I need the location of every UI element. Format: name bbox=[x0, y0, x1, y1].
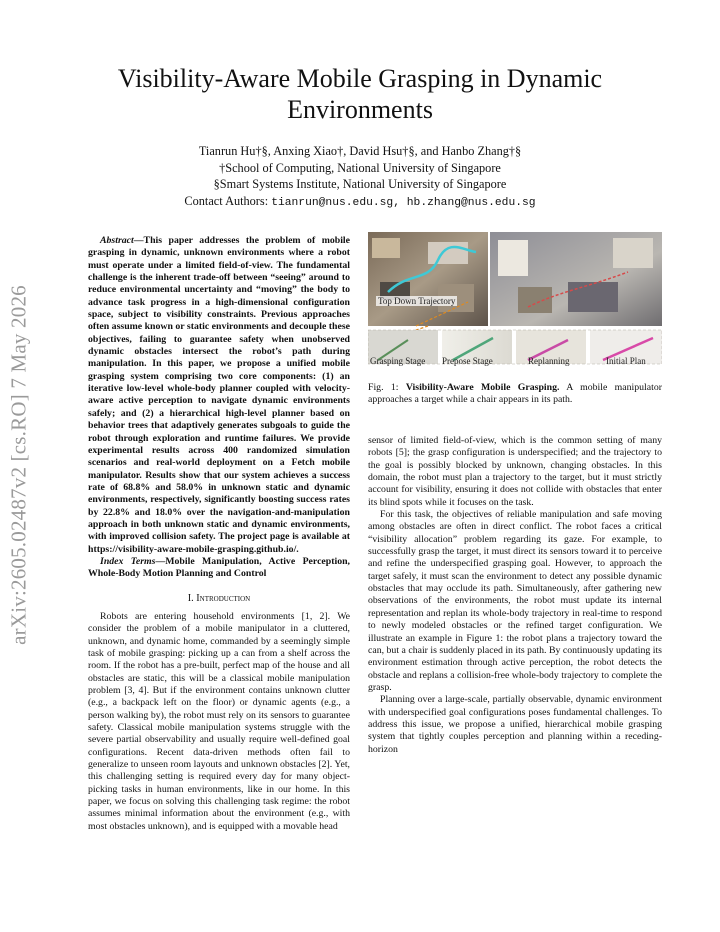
intro-paragraph-4: Planning over a large-scale, partially observable, dynamic environment with underspecified goal configurations poses fundamental challenges. To address this issue, we propose a unified, hierarchical mobile grasping system that tightly couples perception and planning within a receding-horizon bbox=[368, 694, 662, 755]
paper-title bbox=[60, 63, 660, 125]
title-line-2: Environments bbox=[287, 95, 433, 124]
caption-label: Fig. 1: bbox=[368, 382, 406, 393]
index-terms-text: —Mobile Manipulation, Active Perception, Whole-Body Motion Planning and Control bbox=[88, 555, 350, 580]
author-block bbox=[60, 143, 660, 211]
arxiv-id-text: arXiv:2605.02487v2 [cs.RO] 7 May 2026 bbox=[6, 285, 31, 645]
left-column bbox=[88, 235, 350, 833]
intro-paragraph-1: Robots are entering household environments [1, 2]. We consider the problem of a mobile manipulator in a cluttered, unknown, and dynamic home, commanded by a seemingly simple task of mobile grasping: picking up a can from a shelf across the room. If the robot has a pre-built, perfect map of the house and all obstacles are static, this will be a classical mobile manipulation problem [3, 4]. But if the environment contains unknown clutter (e.g., a backpack left on the floor) or dynamic agents (e.g., a person walking by), the robot must rely on its sensors to guarantee safety. Classical mobile manipulation systems struggle with the severe partial observability and usually require well-defined goal configurations. Recent data-driven methods often fail to generalize to unseen room layouts and unknown obstacles [2]. Yet, this challenging setting is required every day for many object-picking tasks in human environments, like in our home. In this paper, we focus on solving this challenging task regime: the robot assumes minimal information about the environment (e.g., with most obstacles unknown), and is equipped with a movable head bbox=[88, 610, 350, 832]
author-names: Tianrun Hu†§, Anxing Xiao†, David Hsu†§, and Hanbo Zhang†§ bbox=[198, 144, 522, 158]
contact-label: Contact Authors: bbox=[184, 193, 272, 208]
abstract bbox=[88, 235, 350, 581]
caption-bold: Visibility-Aware Mobile Grasping. bbox=[405, 382, 560, 393]
contact-emails: tianrun@nus.edu.sg, hb.zhang@nus.edu.sg bbox=[271, 196, 536, 209]
figure-1 bbox=[368, 232, 662, 372]
intro-paragraph-2: sensor of limited field-of-view, which is the common setting of many robots [5]; the grasp configuration is underspecified; and the trajectory to the goal is possibly blocked by unknown, changing obstacles. In this domain, the robot must plan a trajectory to the target, but it must strictly account for visibility, ensuring it does not collide with obstacles that enter its blind spots while it focuses on the task. bbox=[368, 435, 662, 508]
title-line-1: Visibility-Aware Mobile Grasping in Dynamic bbox=[117, 64, 603, 93]
label-initial-plan: Initial Plan bbox=[606, 356, 646, 366]
label-prepose-stage: Prepose Stage bbox=[442, 356, 493, 366]
abstract-label: Abstract bbox=[100, 235, 134, 246]
contact-line bbox=[60, 193, 660, 212]
affiliation-2: §Smart Systems Institute, National University of Singapore bbox=[213, 177, 507, 191]
label-replanning: Replanning bbox=[528, 356, 570, 366]
caption-text: A mobile manipulator approaches a target while a chair appears in its path. bbox=[368, 382, 663, 406]
figure-1-caption bbox=[368, 382, 662, 407]
intro-paragraph-3: For this task, the objectives of reliable manipulation and safe moving among obstacles are often in direct conflict. The robot faces a critical “visibility allocation” problem regarding its gaze. For example, to successfully grasp the target, it must direct its sensors toward it to perceive and refine the underspecified grasping goal. However, to approach the target safely, it must scan the environment to detect any possible dynamic obstacles that may occlude its path. Simultaneously, after gathering new observations of the environments, the robot must update its internal representation and replan its whole-body trajectory in real-time to respond to newly modeled obstacles or the refined target configuration. We illustrate an example in Figure 1: the robot plans a trajectory toward the can, but a chair is suddenly placed in its path. By continuously updating its environment estimation through active perception, the robot detects the obstacle and replans a collision-free whole-body trajectory to complete the grasp. bbox=[368, 509, 662, 693]
section-heading-introduction: I. Introduction bbox=[187, 592, 251, 604]
right-column bbox=[368, 435, 662, 756]
affiliation-1: †School of Computing, National University of Singapore bbox=[219, 160, 501, 175]
arxiv-identifier bbox=[2, 255, 36, 675]
abstract-text: —This paper addresses the problem of mobile grasping in dynamic, unknown environments where a robot must operate under a limited field-of-view. The fundamental challenge is the inherent trade-off between “seeing” around to reduce environmental uncertainty and “moving” the body to advance task progress in a high-dimensional configuration space, subject to visibility constraints. Previous approaches often assume known or static environments and decouple these objectives, failing to guarantee safety when unobserved dynamic obstacles intersect the robot’s path during manipulation. In this paper, we propose a unified mobile grasping system comprising two core components: (1) an iterative low-level whole-body planner coupled with velocity-aware active perception to navigate dynamic environments safely; and (2) a hierarchical high-level planner based on behavior trees that adaptively generates subgoals to guide the robot through exploration and runtime failures. We provide experimental results across 400 randomized simulation scenarios and real-world deployment on a Fetch mobile manipulator. Results show that our system achieves a success rate of 68.8% and 58.0% in unknown static and dynamic environments, respectively, significantly boosting success rates by 22.8% and 18.0% over the navigation-and-manipulation approach in both unknown static and dynamic environments, with improved collision safety. The project page is available at https://visibility-aware-mobile-grasping.github.io/. bbox=[88, 235, 350, 555]
index-terms-label: Index Terms bbox=[100, 555, 156, 567]
label-grasping-stage: Grasping Stage bbox=[370, 356, 426, 366]
label-top-down-trajectory: Top Down Trajectory bbox=[378, 296, 456, 306]
